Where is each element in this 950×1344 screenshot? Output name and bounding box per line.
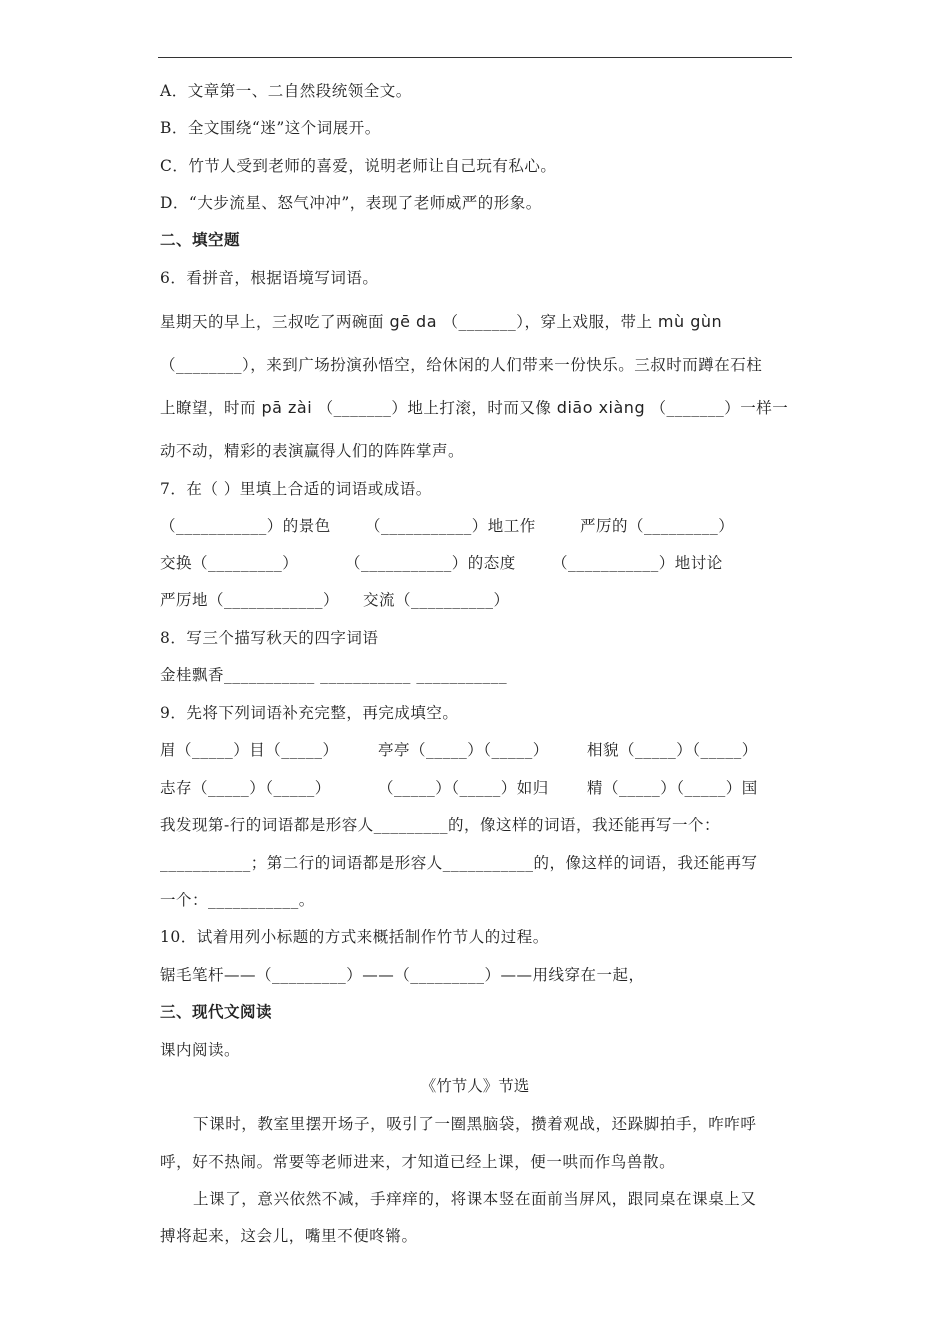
q6-line-3: [160, 398, 788, 418]
q5-option-c: C．竹节人受到老师的喜爱，说明老师让自己玩有私心。: [160, 157, 557, 175]
q9-blank: 亭亭（_____）（_____）: [378, 741, 549, 759]
q9-blank: 相貌（_____）（_____）: [587, 741, 758, 759]
section-reading-title: 三、现代文阅读: [160, 1002, 273, 1021]
q10-answer: 锯毛笔杆——（_________）——（_________）——用线穿在一起，: [160, 966, 645, 984]
q7-blank: （___________）的景色: [160, 517, 331, 535]
q9-line-4: ___________；第二行的词语都是形容人___________的，像这样的词语，我还能再写: [160, 854, 758, 872]
q6-text: （_______），穿上戏服，带上: [442, 313, 653, 331]
q6-pinyin-mugun: mù gùn: [657, 312, 723, 331]
q7-blank: （___________）地讨论: [552, 554, 723, 572]
q7-prompt: 7．在（ ）里填上合适的词语或成语。: [160, 480, 432, 498]
q6-pinyin-geda: gē da: [389, 312, 437, 331]
q5-option-b: B．全文围绕“迷”这个词展开。: [160, 119, 381, 137]
q9-blank: 精（_____）（_____）国: [587, 779, 758, 797]
reading-paragraph-2-line-2: 搏将起来，这会儿，嘴里不便咚锵。: [160, 1227, 418, 1245]
q6-text: （_______）一样一: [650, 399, 789, 417]
q7-blank: 交换（_________）: [160, 554, 299, 572]
q6-line-1: [160, 312, 722, 332]
reading-paragraph-1-line-2: 呼，好不热闹。常要等老师进来，才知道已经上课，便一哄而作鸟兽散。: [160, 1153, 676, 1171]
reading-passage-title: 《竹节人》节选: [420, 1077, 530, 1095]
q9-line-5: 一个：___________。: [160, 891, 315, 909]
q6-text: 星期天的早上，三叔吃了两碗面: [160, 313, 385, 331]
q7-blank: 严厉地（____________）: [160, 591, 340, 609]
q10-prompt: 10．试着用列小标题的方式来概括制作竹节人的过程。: [160, 928, 549, 946]
reading-intro: 课内阅读。: [160, 1041, 241, 1059]
reading-paragraph-1-line-1: 下课时，教室里摆开场子，吸引了一圈黑脑袋，攒着观战，还跺脚拍手，咋咋呼: [193, 1115, 757, 1133]
q8-prompt: 8．写三个描写秋天的四字词语: [160, 629, 379, 647]
q5-option-d: D．“大步流星、怒气冲冲”，表现了老师威严的形象。: [160, 194, 542, 212]
q7-blank: 交流（__________）: [363, 591, 510, 609]
q6-prompt: 6．看拼音，根据语境写词语。: [160, 269, 379, 287]
q5-option-a: A．文章第一、二自然段统领全文。: [160, 82, 412, 100]
q9-blank: 眉（_____）目（_____）: [160, 741, 339, 759]
q9-blank: （_____）（_____）如归: [378, 779, 549, 797]
q6-pinyin-diaoxiang: diāo xiàng: [556, 398, 646, 417]
header-rule: [158, 57, 792, 58]
q6-line-2: （________），来到广场扮演孙悟空，给休闲的人们带来一份快乐。三叔时而蹲在石柱: [160, 356, 763, 374]
q6-text: （_______）地上打滚，时而又像: [317, 399, 552, 417]
section-fill-in-title: 二、填空题: [160, 230, 241, 249]
q6-text: 上瞭望，时而: [160, 399, 257, 417]
q8-answer: 金桂飘香___________ ___________ ___________: [160, 666, 508, 684]
q6-pinyin-pazai: pā zài: [261, 398, 313, 417]
reading-paragraph-2-line-1: 上课了，意兴依然不减，手痒痒的，将课本竖在面前当屏风，跟同桌在课桌上又: [193, 1190, 757, 1208]
q9-prompt: 9．先将下列词语补充完整，再完成填空。: [160, 704, 459, 722]
q9-blank: 志存（_____）（_____）: [160, 779, 331, 797]
q7-blank: （___________）的态度: [345, 554, 516, 572]
q7-blank: 严厉的（_________）: [580, 517, 735, 535]
q7-blank: （___________）地工作: [365, 517, 536, 535]
q6-line-4: 动不动，精彩的表演赢得人们的阵阵掌声。: [160, 442, 465, 460]
q9-line-3: 我发现第-行的词语都是形容人_________的，像这样的词语，我还能再写一个：: [160, 816, 720, 834]
